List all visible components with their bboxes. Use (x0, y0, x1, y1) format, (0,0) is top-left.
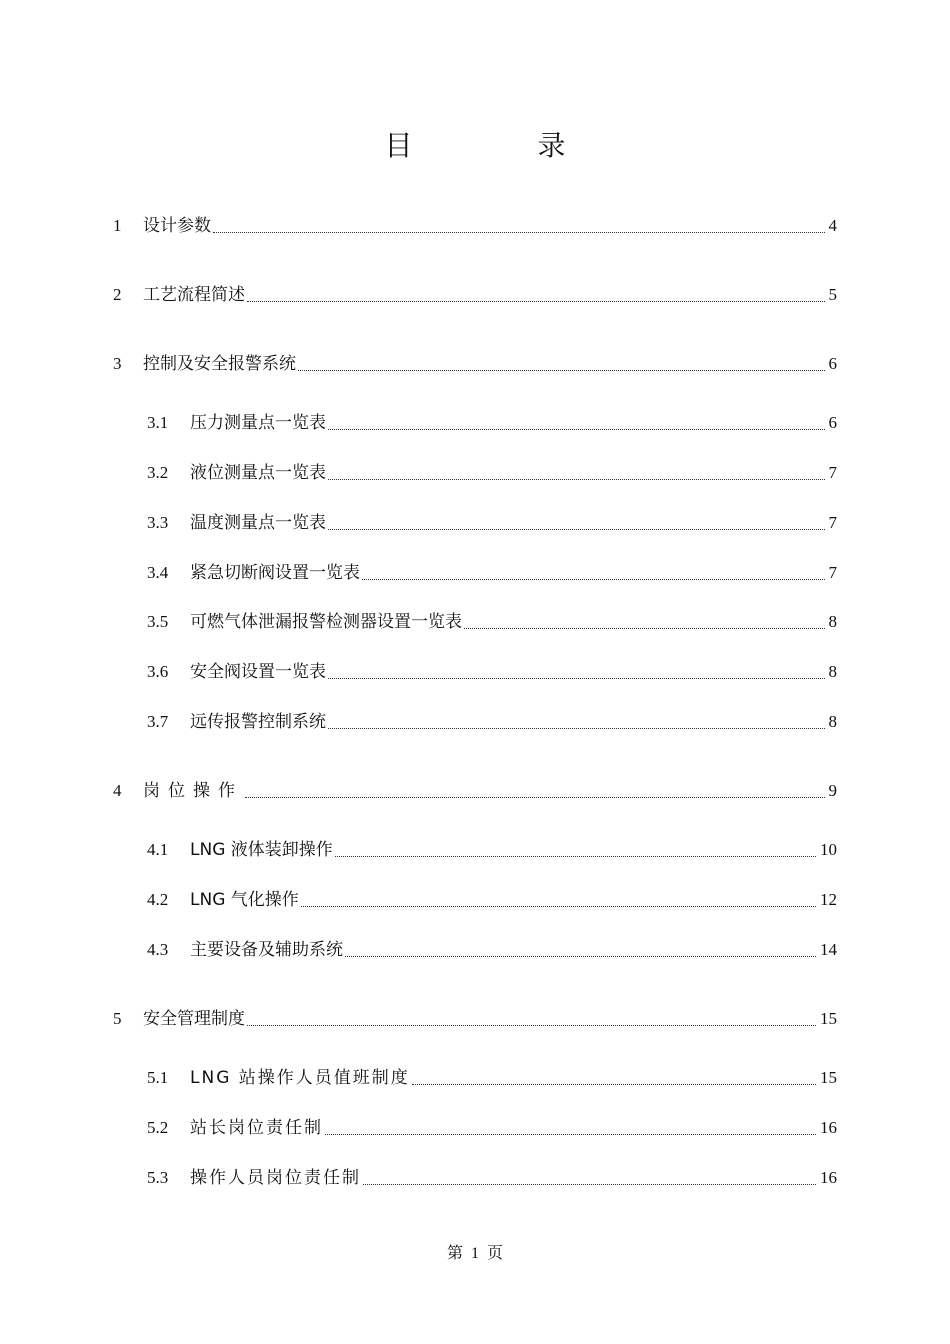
toc-entry-label: LNG 气化操作 (190, 890, 299, 910)
dot-leader (335, 856, 816, 857)
dot-leader (345, 956, 816, 957)
toc-entry-number: 3.7 (147, 712, 169, 731)
toc-entry-label: 岗位操作 (143, 781, 243, 801)
dot-leader (247, 1025, 816, 1026)
toc-entry-3-1[interactable] (147, 410, 837, 436)
toc-entry-label: 温度测量点一览表 (190, 513, 326, 533)
toc-entry-number: 5 (113, 1009, 122, 1028)
dot-leader (213, 232, 825, 233)
toc-entry-1[interactable] (113, 213, 837, 239)
toc-entry-label: 紧急切断阀设置一览表 (190, 563, 360, 583)
dot-leader (298, 370, 825, 371)
toc-entry-5-2[interactable] (147, 1115, 837, 1141)
toc-entry-number: 4.3 (147, 940, 169, 959)
toc-entry-label: LNG 液体装卸操作 (190, 840, 333, 860)
toc-entry-number: 3.3 (147, 513, 169, 532)
dot-leader (362, 579, 825, 580)
toc-entry-2[interactable] (113, 282, 837, 308)
toc-title: 目 录 (384, 129, 624, 162)
toc-entry-4-2[interactable] (147, 887, 837, 913)
toc-entry-4-3[interactable] (147, 937, 837, 963)
toc-entry-number: 1 (113, 216, 122, 235)
dot-leader (245, 797, 825, 798)
footer-suffix: 页 (487, 1245, 504, 1262)
toc-entry-number: 3.4 (147, 563, 169, 582)
toc-entry-page: 7 (828, 463, 837, 482)
toc-entry-label: 控制及安全报警系统 (143, 354, 296, 374)
toc-entry-label: 操作人员岗位责任制 (190, 1168, 361, 1188)
toc-entry-number: 4 (113, 781, 122, 800)
toc-entry-page: 7 (828, 563, 837, 582)
toc-entry-label: 压力测量点一览表 (190, 413, 326, 433)
toc-entry-number: 3 (113, 354, 122, 373)
footer-page-number: 1 (471, 1245, 479, 1262)
toc-entry-label: 站长岗位责任制 (190, 1118, 323, 1138)
toc-entry-page: 9 (828, 781, 837, 800)
dot-leader (412, 1084, 816, 1085)
toc-entry-label: 主要设备及辅助系统 (190, 940, 343, 960)
toc-entry-label: 远传报警控制系统 (190, 712, 326, 732)
page-footer (0, 1243, 950, 1265)
toc-entry-number: 3.1 (147, 413, 169, 432)
dot-leader (328, 728, 825, 729)
dot-leader (363, 1184, 816, 1185)
toc-entry-number: 5.1 (147, 1068, 169, 1087)
toc-entry-3-2[interactable] (147, 460, 837, 486)
toc-entry-5-1[interactable] (147, 1065, 837, 1091)
toc-entry-3-6[interactable] (147, 659, 837, 685)
toc-entry-number: 5.3 (147, 1168, 169, 1187)
toc-entry-3[interactable] (113, 351, 837, 377)
toc-entry-label: 设计参数 (143, 216, 211, 236)
toc-entry-page: 6 (828, 354, 837, 373)
toc-entry-page: 7 (828, 513, 837, 532)
toc-entry-3-7[interactable] (147, 709, 837, 735)
toc-entry-label: 安全阀设置一览表 (190, 662, 326, 682)
toc-entry-page: 8 (828, 662, 837, 681)
toc-entry-page: 4 (828, 216, 837, 235)
dot-leader (464, 628, 825, 629)
toc-entry-label: 液位测量点一览表 (190, 463, 326, 483)
toc-entry-number: 3.2 (147, 463, 169, 482)
toc-entry-5[interactable] (113, 1006, 837, 1032)
dot-leader (328, 479, 825, 480)
toc-entry-label: 可燃气体泄漏报警检测器设置一览表 (190, 612, 462, 632)
toc-entry-page: 8 (828, 712, 837, 731)
toc-entry-label: LNG 站操作人员值班制度 (190, 1068, 410, 1088)
toc-entry-4-1[interactable] (147, 837, 837, 863)
dot-leader (328, 529, 825, 530)
toc-entry-5-3[interactable] (147, 1165, 837, 1191)
toc-entry-page: 15 (820, 1068, 837, 1087)
toc-entry-page: 8 (828, 612, 837, 631)
toc-entry-number: 2 (113, 285, 122, 304)
toc-entry-number: 3.6 (147, 662, 169, 681)
toc-entry-3-5[interactable] (147, 609, 837, 635)
toc-entry-page: 12 (820, 890, 837, 909)
toc-entry-page: 16 (820, 1168, 837, 1187)
toc-entry-number: 4.2 (147, 890, 169, 909)
toc-entry-page: 10 (820, 840, 837, 859)
toc-entry-label: 工艺流程简述 (143, 285, 245, 305)
toc-entry-page: 14 (820, 940, 837, 959)
toc-entry-page: 6 (828, 413, 837, 432)
toc-entry-3-4[interactable] (147, 560, 837, 586)
dot-leader (328, 678, 825, 679)
dot-leader (247, 301, 825, 302)
toc-entry-page: 16 (820, 1118, 837, 1137)
toc-entry-3-3[interactable] (147, 510, 837, 536)
toc-entry-4[interactable] (113, 778, 837, 804)
toc-entry-number: 5.2 (147, 1118, 169, 1137)
dot-leader (328, 429, 825, 430)
toc-entry-page: 15 (820, 1009, 837, 1028)
footer-prefix: 第 (446, 1245, 463, 1262)
dot-leader (301, 906, 816, 907)
dot-leader (325, 1134, 816, 1135)
toc-entry-label: 安全管理制度 (143, 1009, 245, 1029)
toc-entry-page: 5 (828, 285, 837, 304)
toc-entry-number: 3.5 (147, 612, 169, 631)
toc-entry-number: 4.1 (147, 840, 169, 859)
